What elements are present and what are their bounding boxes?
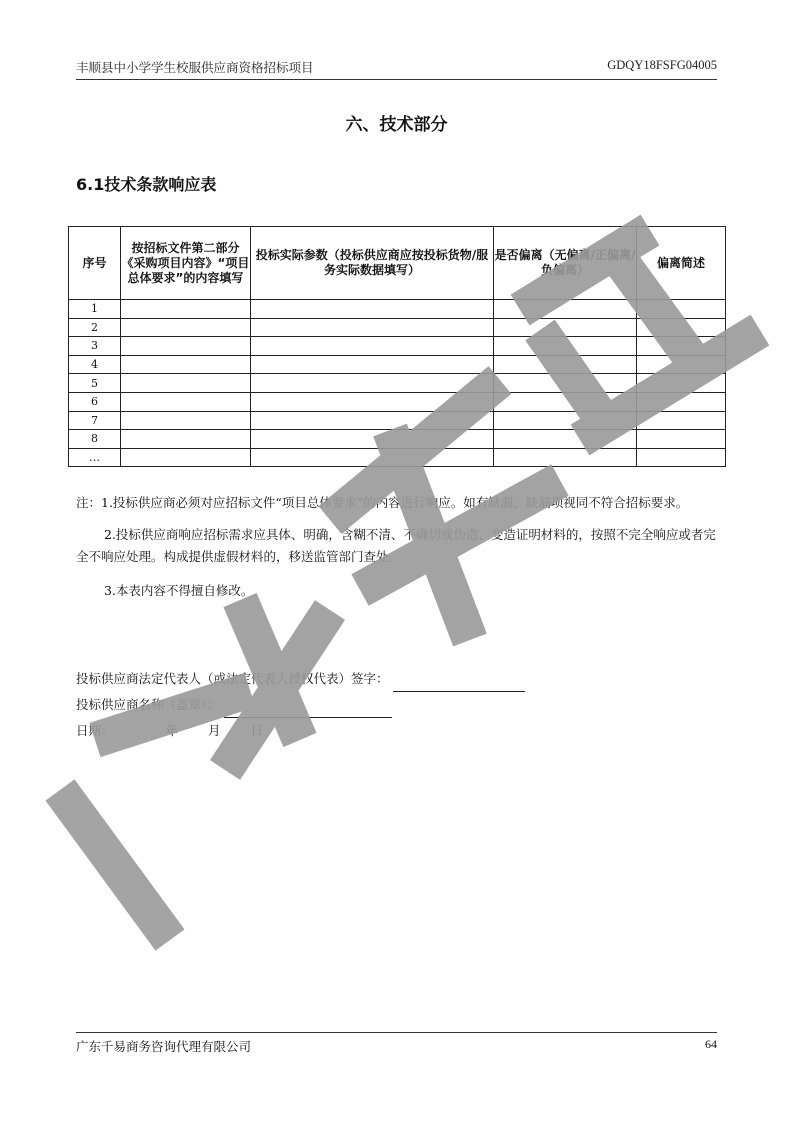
cell-actual-params[interactable] [251,392,494,411]
page-footer [76,1032,717,1055]
date-day: 日 [250,723,263,738]
cell-deviation-desc[interactable] [637,411,726,430]
cell-deviation[interactable] [494,411,637,430]
cell-actual-params[interactable] [251,430,494,449]
header-deviation: 是否偏离（无偏离/正偏离/负偏离） [494,227,637,300]
cell-actual-params[interactable] [251,318,494,337]
cell-seq: … [69,448,121,467]
rep-signature-row [76,666,721,692]
cell-deviation[interactable] [494,374,637,393]
table-row [69,430,726,449]
cell-seq: 4 [69,355,121,374]
cell-deviation-desc[interactable] [637,448,726,467]
cell-requirement[interactable] [121,318,251,337]
cell-seq: 5 [69,374,121,393]
note-2: 2.投标供应商响应招标需求应具体、明确，含糊不清、不确切或伪造、变造证明材料的，按照不完全响应或者完全不响应处理。构成提供虚假材料的，移送监管部门查处。 [76,527,716,564]
cell-deviation[interactable] [494,448,637,467]
notes [76,492,721,602]
cell-requirement[interactable] [121,411,251,430]
cell-deviation[interactable] [494,337,637,356]
company-seal-line[interactable] [224,701,392,718]
date-month: 月 [207,723,221,738]
date-year: 年 [165,723,178,738]
cell-deviation[interactable] [494,300,637,319]
company-label: 投标供应商名称（盖章）： [76,697,220,712]
cell-seq: 6 [69,392,121,411]
rep-label: 投标供应商法定代表人（或法定代表人授权代表）签字： [76,671,389,686]
cell-seq: 8 [69,430,121,449]
table-row [69,374,726,393]
footer-company: 广东千易商务咨询代理有限公司 [76,1039,252,1054]
table-row [69,448,726,467]
header-deviation-desc: 偏离简述 [637,227,726,300]
page-number: 64 [705,1037,717,1051]
cell-deviation-desc[interactable] [637,318,726,337]
company-row [76,692,721,718]
cell-seq: 3 [69,337,121,356]
cell-requirement[interactable] [121,355,251,374]
watermark-stroke [60,790,170,940]
date-label: 日期： [76,723,114,738]
cell-requirement[interactable] [121,300,251,319]
cell-requirement[interactable] [121,392,251,411]
table-row [69,355,726,374]
sub-title: 6.1技术条款响应表 [76,175,217,194]
cell-deviation[interactable] [494,392,637,411]
cell-seq: 1 [69,300,121,319]
cell-deviation-desc[interactable] [637,430,726,449]
rep-signature-line[interactable] [393,675,525,692]
cell-actual-params[interactable] [251,448,494,467]
cell-requirement[interactable] [121,337,251,356]
cell-actual-params[interactable] [251,374,494,393]
table-row [69,392,726,411]
cell-requirement[interactable] [121,430,251,449]
note-1: 注：1.投标供应商必须对应招标文件“项目总体要求”的内容进行响应。如有缺漏，缺漏项视同不符合招标要求。 [76,495,689,510]
cell-deviation[interactable] [494,355,637,374]
section-title: 六、技术部分 [345,115,448,135]
cell-actual-params[interactable] [251,337,494,356]
table-row [69,300,726,319]
header-requirement: 按招标文件第二部分《采购项目内容》“项目总体要求”的内容填写 [121,227,251,300]
project-name: 丰顺县中小学学生校服供应商资格招标项目 [76,60,314,75]
cell-requirement[interactable] [121,374,251,393]
note-3: 3.本表内容不得擅自修改。 [104,583,254,598]
table-body [69,300,726,467]
cell-deviation-desc[interactable] [637,337,726,356]
project-code: GDQY18FSFG04005 [607,58,717,72]
cell-deviation[interactable] [494,430,637,449]
technical-response-table [68,226,726,467]
table-row [69,318,726,337]
header-actual-params: 投标实际参数（投标供应商应按投标货物/服务实际数据填写） [251,227,494,300]
cell-seq: 2 [69,318,121,337]
cell-deviation-desc[interactable] [637,355,726,374]
cell-deviation-desc[interactable] [637,392,726,411]
cell-requirement[interactable] [121,448,251,467]
cell-deviation[interactable] [494,318,637,337]
table-header-row [69,227,726,300]
table-row [69,337,726,356]
cell-actual-params[interactable] [251,411,494,430]
cell-deviation-desc[interactable] [637,374,726,393]
cell-actual-params[interactable] [251,300,494,319]
cell-deviation-desc[interactable] [637,300,726,319]
cell-seq: 7 [69,411,121,430]
page-header [76,58,717,80]
signature-block [76,666,721,744]
date-row [76,718,721,744]
table-row [69,411,726,430]
header-seq: 序号 [69,227,121,300]
cell-actual-params[interactable] [251,355,494,374]
